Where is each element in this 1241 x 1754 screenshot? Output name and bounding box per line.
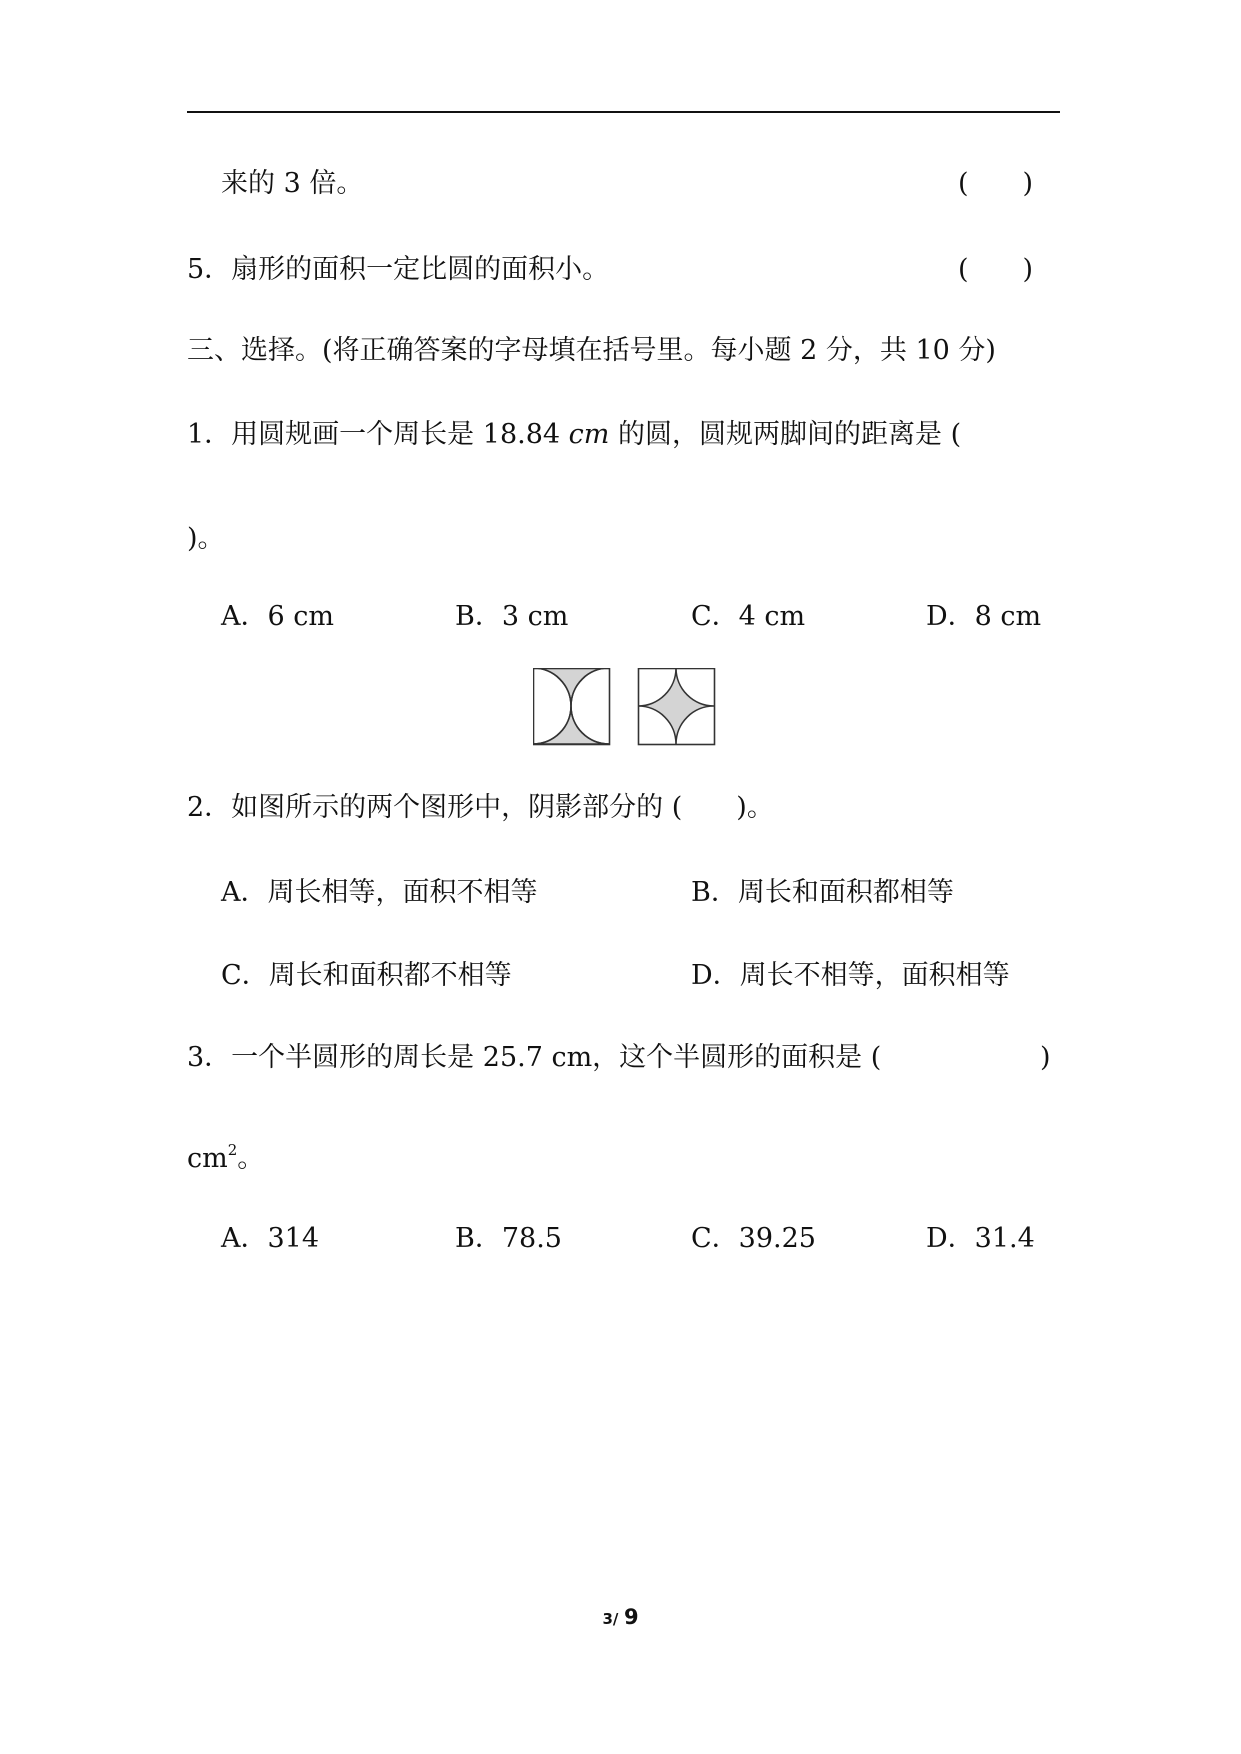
top-continuation-text: 来的 3 倍。 xyxy=(221,168,364,199)
item-5-text: 5．扇形的面积一定比圆的面积小。 xyxy=(187,254,610,285)
q1-option-d: D．8 cm xyxy=(926,601,1042,632)
question-2-text: 2．如图所示的两个图形中，阴影部分的 ( )。 xyxy=(187,792,774,823)
figure-right-square xyxy=(638,668,715,745)
item-5-answer-paren: ( ) xyxy=(958,254,1034,285)
shaded-squares-figure xyxy=(533,668,723,752)
question-1-line2: )。 xyxy=(187,523,225,554)
q2-option-b: B．周长和面积都相等 xyxy=(691,877,954,908)
top-answer-paren: ( ) xyxy=(958,168,1034,199)
page-number xyxy=(0,1605,1241,1629)
header-rule xyxy=(187,111,1060,113)
page-number-current: 3/ xyxy=(602,1610,619,1628)
question-1-text xyxy=(187,417,961,453)
q3-unit: cm xyxy=(187,1143,228,1174)
q2-option-c: C．周长和面积都不相等 xyxy=(221,960,512,991)
q3-option-a: A．314 xyxy=(221,1223,320,1254)
section-3-heading: 三、选择。(将正确答案的字母填在括号里。每小题 2 分，共 10 分) xyxy=(187,335,996,366)
question-3-text: 3．一个半圆形的周长是 25.7 cm，这个半圆形的面积是 ( xyxy=(187,1042,882,1073)
q1-option-a: A．6 cm xyxy=(221,601,334,632)
q3-option-c: C．39.25 xyxy=(691,1223,816,1254)
q3-line2-end: 。 xyxy=(237,1143,265,1174)
q2-option-a: A．周长相等，面积不相等 xyxy=(221,877,538,908)
q3-unit-exponent: 2 xyxy=(227,1141,238,1159)
q1-suffix: 的圆，圆规两脚间的距离是 ( xyxy=(617,419,962,450)
q2-option-d: D．周长不相等，面积相等 xyxy=(691,960,1010,991)
right-star-shade xyxy=(638,668,714,744)
q1-prefix: 1．用圆规画一个周长是 18.84 xyxy=(187,419,561,450)
question-3-line2 xyxy=(187,1141,264,1177)
q1-option-c: C．4 cm xyxy=(691,601,806,632)
q1-unit: cm xyxy=(568,419,610,450)
q3-option-d: D．31.4 xyxy=(926,1223,1035,1254)
figure-left-square xyxy=(533,668,610,745)
q3-option-b: B．78.5 xyxy=(455,1223,562,1254)
q3-close-paren: ) xyxy=(1040,1042,1051,1073)
q1-option-b: B．3 cm xyxy=(455,601,569,632)
page-number-total: 9 xyxy=(623,1605,639,1629)
